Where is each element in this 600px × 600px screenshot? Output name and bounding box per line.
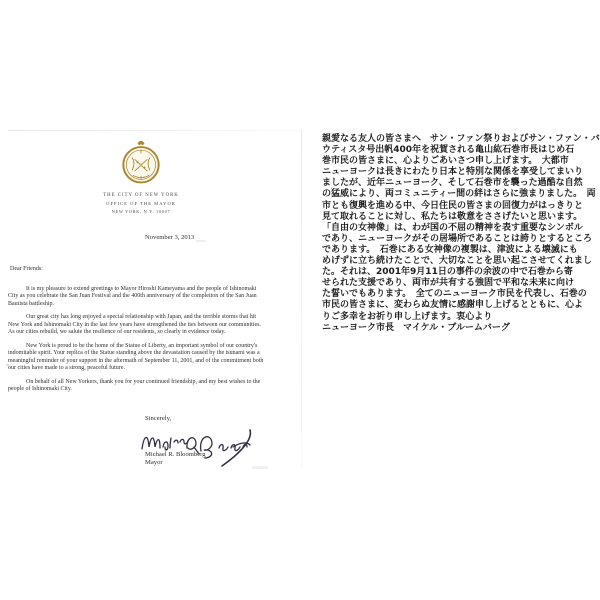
scan-artifact — [196, 240, 206, 242]
translation-line: 巻市民の皆さまに、心よりごあいさつ申し上げます。 大都市 — [322, 156, 569, 167]
paragraph-relationship: Our great city has long enjoyed a special relationship with Japan, and the terrible storms that hit New York and Ishinomaki City in the last few years have strengthened the ties between our communities. As our cities rebuild, we salute the resilience of our residents, so clearly in evidence today. — [8, 314, 261, 335]
letterhead — [66, 136, 216, 216]
signer-name: Michael R. Bloomberg — [145, 451, 206, 458]
translation-line: ニューヨークは長きにわたり日本と特別な関係を享受してまいり — [322, 167, 584, 178]
translation-line: せられた支援であり、両市が共有する強固で平和な未来に向け — [322, 278, 575, 289]
translation-line: であり、ニューヨークがその居場所であることは誇りとするところ — [322, 233, 593, 244]
translation-line: めげずに立ち続けたことで、大切なことを思い起こさせてくれまし — [322, 256, 592, 267]
city-seal-icon — [118, 136, 164, 190]
letterhead-office: OFFICE OF THE MAYOR — [106, 201, 176, 206]
letterhead-address: NEW YORK, N.Y. 10007 — [111, 209, 171, 214]
translation-line: ましたが、近年ニューヨーク、そして石巻市を襲った過酷な自然 — [322, 178, 583, 189]
translation-line: 親愛なる友人の皆さまへ サン・ファン祭りおよびサン・ファン・バ — [322, 134, 600, 144]
letterhead-city: THE CITY OF NEW YORK — [103, 193, 179, 198]
letter-body — [8, 266, 265, 400]
paragraph-thanks: On behalf of all New Yorkers, thank you for your continued friendship, and my best wishes to the people of Ishinomaki City. — [8, 378, 261, 392]
translation-line: 市民の皆さまに、変わらぬ友情に感謝申し上げるとともに、心よ — [322, 300, 584, 311]
translation-line: た。それは、2001年9月11日の事件の余波の中で石巻から寄 — [322, 267, 573, 278]
translation-line: りご多幸をお祈り申し上げます。衷心より — [322, 311, 493, 322]
letter-date: November 3, 2013 — [145, 234, 195, 241]
paragraph-greeting: It is my pleasure to extend greetings to Mayor Hiroshi Kameyama and the people of Ishinomaki City as you celebrate the San Juan Festival and the 400th anniversary of the completion of the San Juan Bautista battleship. — [8, 285, 257, 307]
translation-line: た誓いでもあります。 全てのニューヨーク市民を代表し、石巻の — [322, 289, 587, 300]
translation-line: ウティスタ号出帆400年を祝賀される亀山紘石巻市長はじめ石 — [322, 145, 575, 156]
translation-line: 市とも復興を進める中、今日住民の皆さまの回復力がはっきりと — [322, 200, 584, 211]
paragraph-statue: New York is proud to be the home of the Statue of Liberty, an important symbol of our country's indomitable spirit. Your replica of the Statue standing above the devastation caused by the tsunami was a meaningful reminder of your support in the aftermath of September 11, 2001, and of the commitment both our cities have made to a strong, peaceful future. — [8, 342, 264, 371]
translation-line: 「自由の女神像」は、わが国の不屈の精神を表す重要なシンボル — [322, 222, 583, 233]
closing: Sincerely, — [145, 415, 172, 422]
translation-line: の猛威により、両コミュニティー間の絆はさらに強まりました。 両 — [322, 189, 596, 200]
page-top-edge — [8, 130, 302, 131]
signer-title: Mayor — [145, 459, 163, 466]
japanese-translation — [322, 134, 600, 334]
signer-block — [145, 451, 206, 467]
page-right-edge — [301, 130, 302, 468]
translation-line: であります。 石巻にある女神像の複製は、津波による壊滅にも — [322, 244, 578, 255]
translation-line: ニューヨーク市長 マイケル・ブルームバーグ — [322, 322, 510, 333]
salutation: Dear Friends: — [10, 266, 43, 272]
letter-page — [8, 130, 302, 468]
translation-line: 見て取れることに対し、私たちは敬意をささげたいと思います。 — [322, 211, 583, 222]
